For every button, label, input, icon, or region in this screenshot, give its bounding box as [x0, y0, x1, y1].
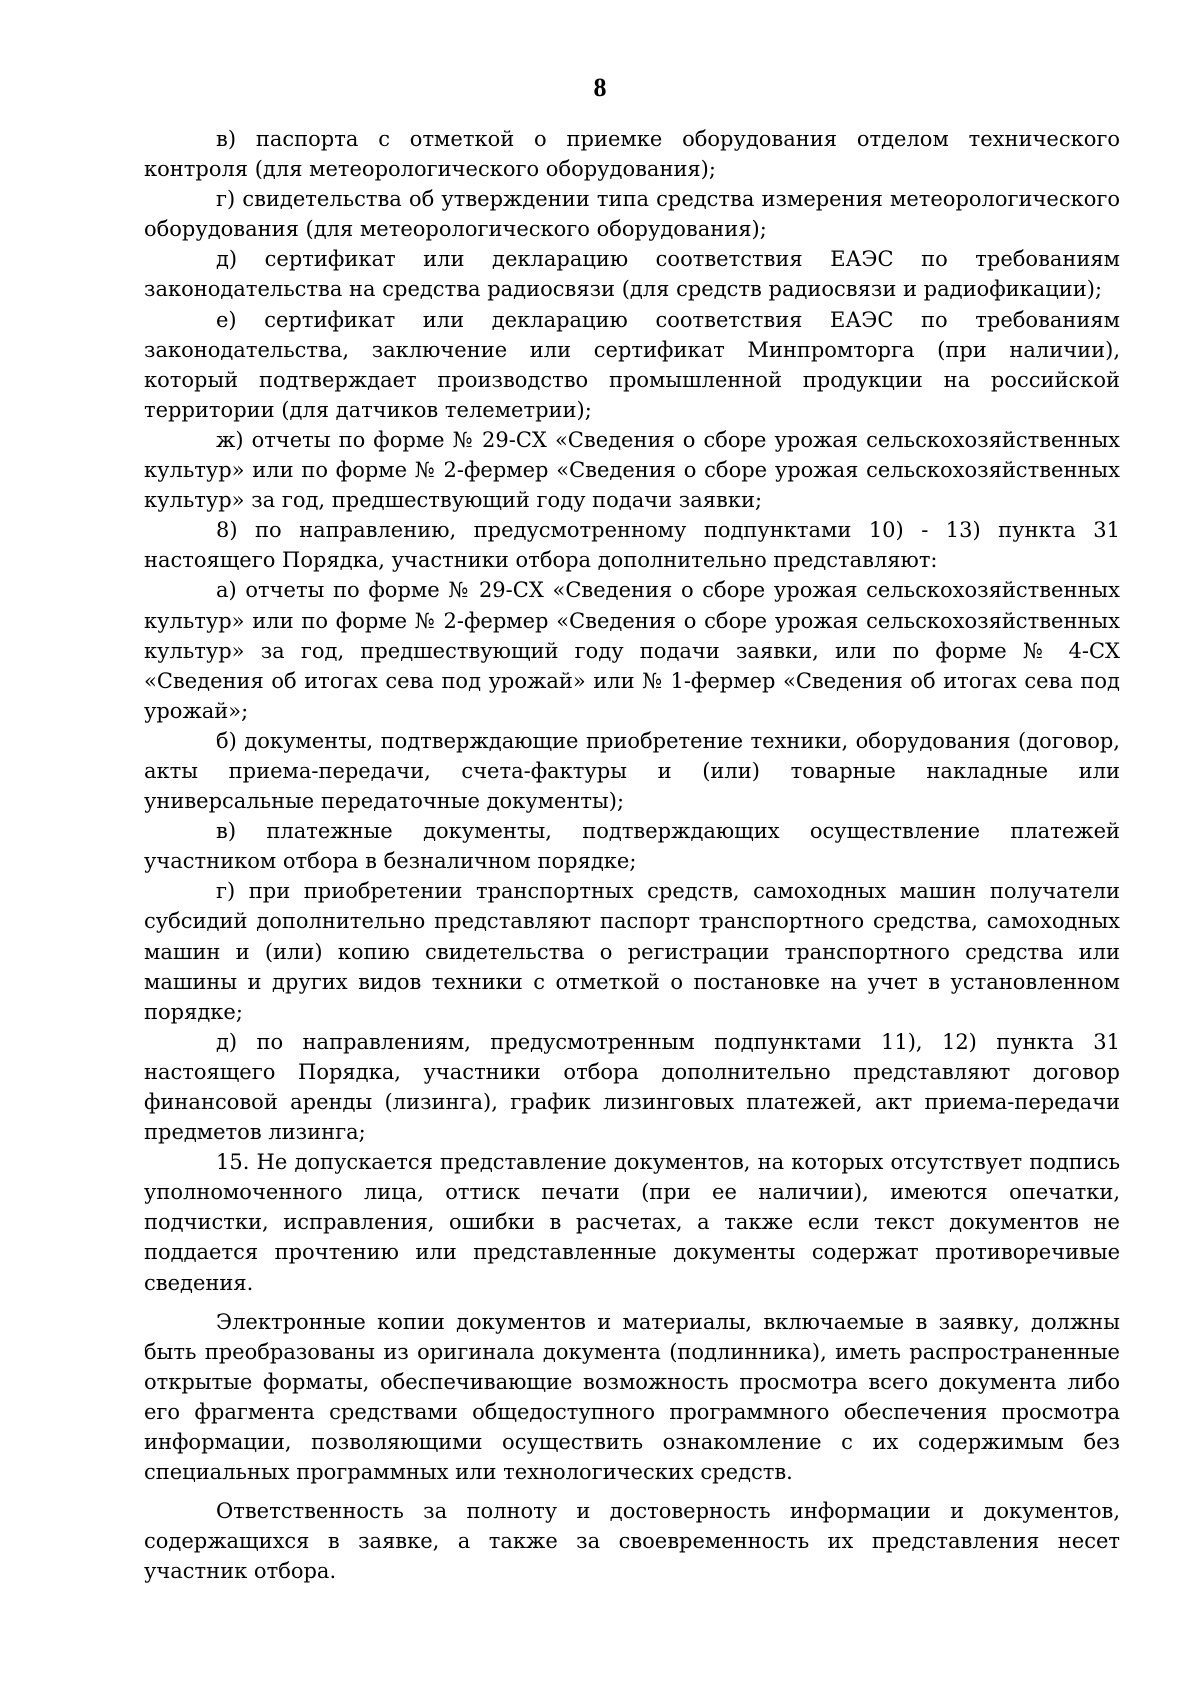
paragraph-e-telemetry-certificate: е) сертификат или декларацию соответствия ЕАЭС по требованиям законодательства, заключение или сертификат Минпромторга (при наличии), который подтверждает производство промышленной продукции на российской территории (для датчиков телеметрии); — [144, 307, 1120, 422]
paragraph-v-payment-documents: в) платежные документы, подтверждающих осуществление платежей участником отбора в безналичном порядке; — [144, 819, 1120, 874]
paragraph-a-reports: а) отчеты по форме № 29-СХ «Сведения о сборе урожая сельскохозяйственных культур» или по форме № 2-фермер «Сведения о сборе урожая сельскохозяйственных культур» за год, предшествующий году подачи заявки, или по форме № 4-СХ «Сведения об итогах сева под урожай» или № 1-фермер «Сведения об итогах сева под урожай»; — [144, 578, 1120, 723]
document-body — [144, 124, 1120, 1587]
paragraph-g-vehicles: г) при приобретении транспортных средств, самоходных машин получатели субсидий дополнительно представляют паспорт транспортного средства, самоходных машин и (или) копию свидетельства о регистрации транспортного средства или машины и других видов техники с отметкой о постановке на учет в установленном порядке; — [144, 879, 1120, 1024]
paragraph-d-radio-certificate: д) сертификат или декларацию соответствия ЕАЭС по требованиям законодательства на средства радиосвязи (для средств радиосвязи и радиофикации); — [144, 247, 1120, 302]
paragraph-g-type-approval: г) свидетельства об утверждении типа средства измерения метеорологического оборудования (для метеорологического оборудования); — [144, 187, 1120, 242]
paragraph-b-purchase-documents: б) документы, подтверждающие приобретение техники, оборудования (договор, акты приема-передачи, счета-фактуры и (или) товарные накладные или универсальные передаточные документы); — [144, 728, 1120, 814]
paragraph-d-leasing: д) по направлениям, предусмотренным подпунктами 11), 12) пункта 31 настоящего Порядка, участники отбора дополнительно представляют договор финансовой аренды (лизинга), график лизинговых платежей, акт приема-передачи предметов лизинга; — [144, 1029, 1120, 1145]
page-number: 8 — [593, 73, 607, 102]
paragraph-8-direction: 8) по направлению, предусмотренному подпунктами 10) - 13) пункта 31 настоящего Порядка, участники отбора дополнительно представляют: — [144, 518, 1120, 573]
paragraph-electronic-copies: Электронные копии документов и материалы, включаемые в заявку, должны быть преобразованы из оригинала документа (подлинника), иметь распространенные открытые форматы, обеспечивающие возможность просмотра всего документа либо его фрагмента средствами общедоступного программного обеспечения просмотра информации, позволяющими осуществить ознакомление с их содержимым без специальных программных или технологических средств. — [144, 1309, 1120, 1485]
paragraph-zh-harvest-reports: ж) отчеты по форме № 29-СХ «Сведения о сборе урожая сельскохозяйственных культур» или по форме № 2-фермер «Сведения о сборе урожая сельскохозяйственных культур» за год, предшествующий году подачи заявки; — [144, 427, 1120, 513]
paragraph-15-restrictions: 15. Не допускается представление документов, на которых отсутствует подпись уполномоченного лица, оттиск печати (при ее наличии), имеются опечатки, подчистки, исправления, ошибки в расчетах, а также если текст документов не поддается прочтению или представленные документы содержат противоречивые сведения. — [144, 1150, 1120, 1295]
paragraph-responsibility: Ответственность за полноту и достоверность информации и документов, содержащихся в заявке, а также за своевременность их представления несет участник отбора. — [144, 1499, 1120, 1584]
paragraph-v-passport: в) паспорта с отметкой о приемке оборудования отделом технического контроля (для метеорологического оборудования); — [144, 127, 1120, 182]
